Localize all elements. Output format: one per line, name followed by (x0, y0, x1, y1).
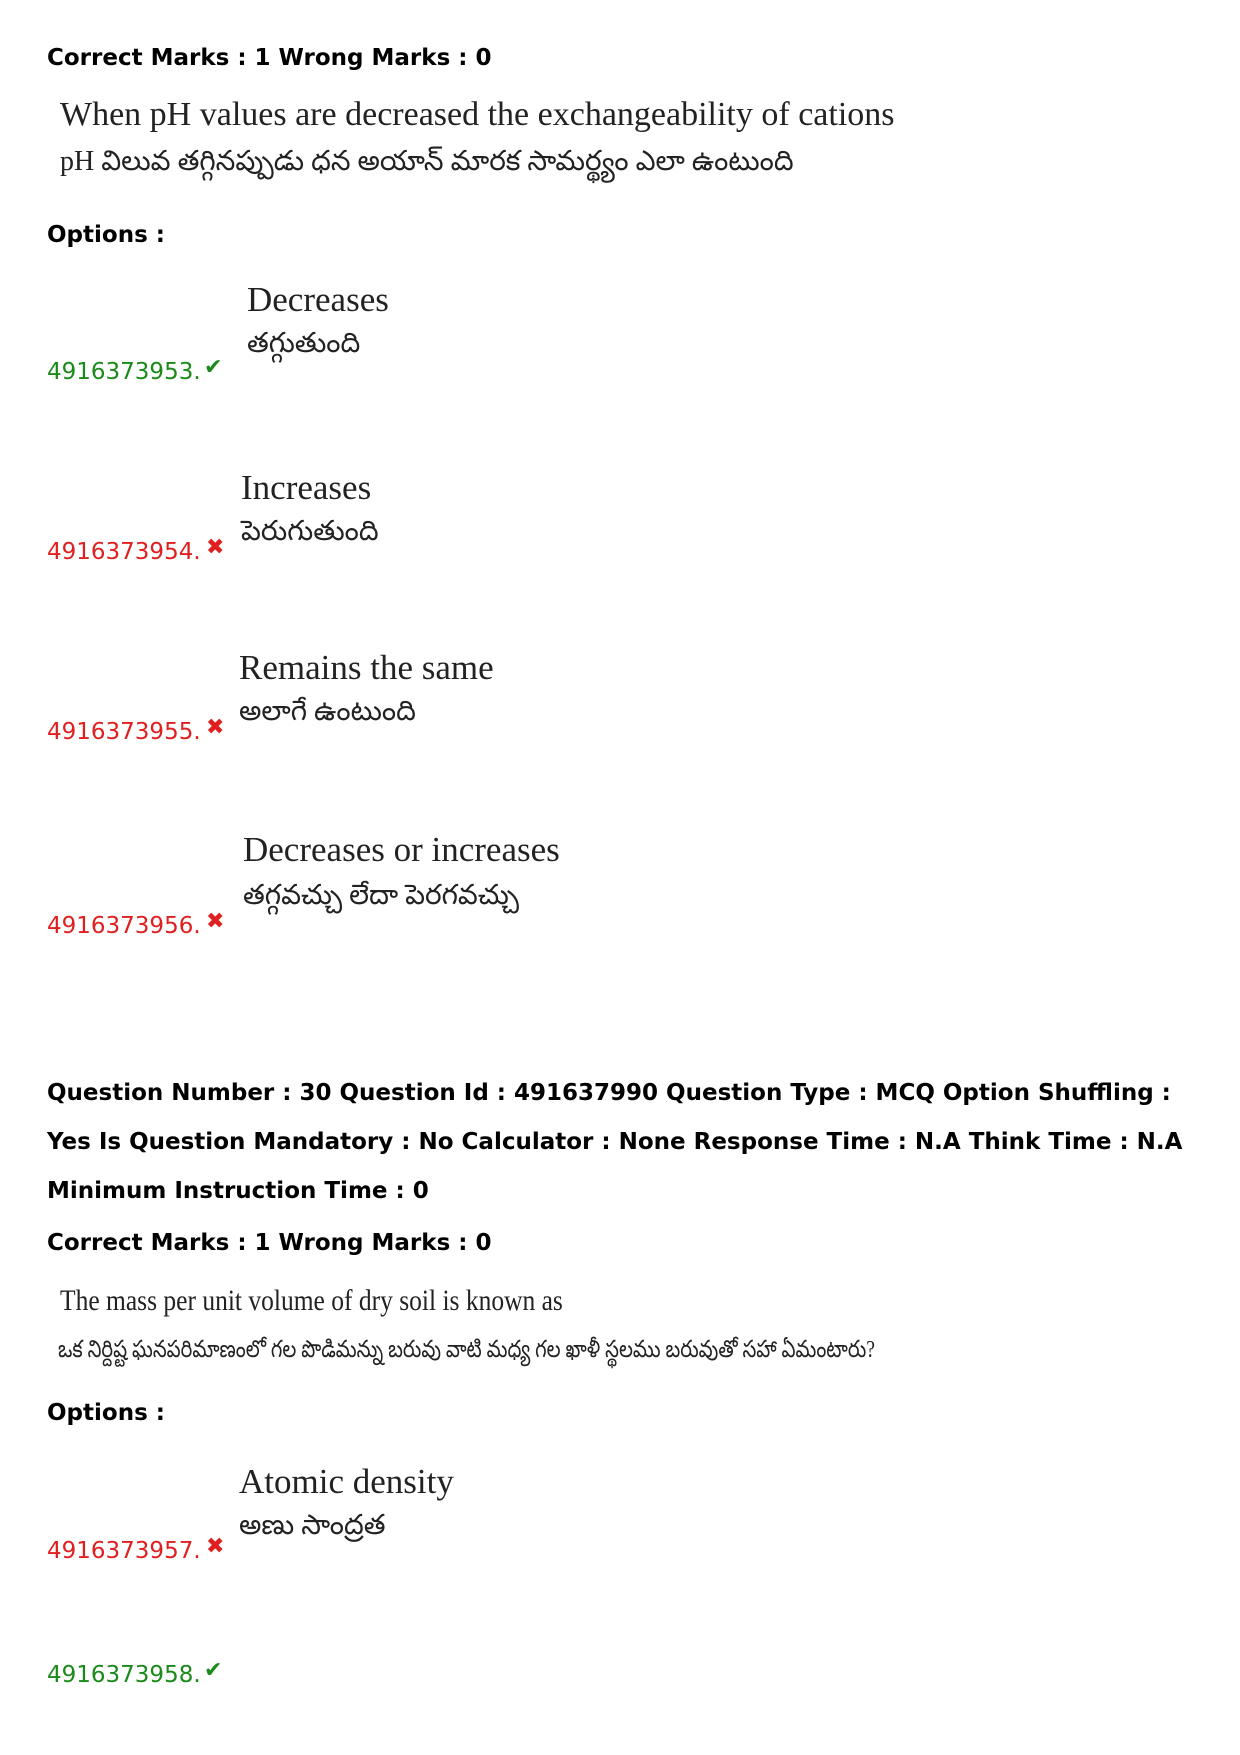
q30-options-label: Options : (47, 1400, 165, 1426)
q30-question-en: The mass per unit volume of dry soil is known as (60, 1284, 563, 1317)
q30-marks: Correct Marks : 1 Wrong Marks : 0 (47, 1230, 492, 1256)
q29-option-1-text-en: Decreases (247, 280, 389, 319)
q29-option-1-text-te: తగ్గుతుంది (247, 328, 361, 359)
cross-icon: ✖ (206, 1534, 225, 1559)
q29-option-2-text-te: పెరుగుతుంది (241, 516, 379, 547)
q30-option-1-text-te: అణు సాంద్రత (239, 1510, 386, 1541)
q29-option-4-id: 4916373956. (47, 913, 201, 939)
q30-option-1-id: 4916373957. (47, 1538, 201, 1564)
q29-options-label: Options : (47, 222, 165, 248)
q29-question-te: pH విలువ తగ్గినప్పుడు ధన అయాన్ మారక సామర్థ్యం ఎలా ఉంటుంది (60, 146, 794, 177)
q29-option-2-id: 4916373954. (47, 539, 201, 565)
q29-option-2-text-en: Increases (241, 468, 372, 507)
q30-option-1-text-en: Atomic density (239, 1462, 454, 1501)
check-icon: ✔ (204, 1658, 223, 1683)
q30-info: Question Number : 30 Question Id : 491637990 Question Type : MCQ Option Shuffling : Yes Is Question Mandatory : No Calculator : None Response Time : N.A Think Time : N.A Minimum Instruction Time : 0 (47, 1080, 1183, 1204)
q29-option-4-text-en: Decreases or increases (243, 830, 560, 869)
q29-option-1-id: 4916373953. (47, 359, 201, 385)
q29-option-3-id: 4916373955. (47, 719, 201, 745)
q29-question-en: When pH values are decreased the exchangeability of cations (60, 96, 895, 133)
cross-icon: ✖ (206, 535, 225, 560)
q29-option-3-text-en: Remains the same (239, 648, 494, 687)
q30-question-te: ఒక నిర్దిష్ట ఘనపరిమాణంలో గల పొడిమన్ను బరువు వాటి మధ్య గల ఖాళీ స్థలము బరువుతో సహా ఏమంటారు? (58, 1337, 876, 1363)
q29-option-3-text-te: అలాగే ఉంటుంది (239, 696, 416, 727)
cross-icon: ✖ (206, 909, 225, 934)
cross-icon: ✖ (206, 715, 225, 740)
q30-option-2-id: 4916373958. (47, 1662, 201, 1688)
q29-option-4-text-te: తగ్గవచ్చు లేదా పెరగవచ్చు (243, 880, 519, 911)
check-icon: ✔ (204, 355, 223, 380)
q29-marks: Correct Marks : 1 Wrong Marks : 0 (47, 45, 492, 71)
